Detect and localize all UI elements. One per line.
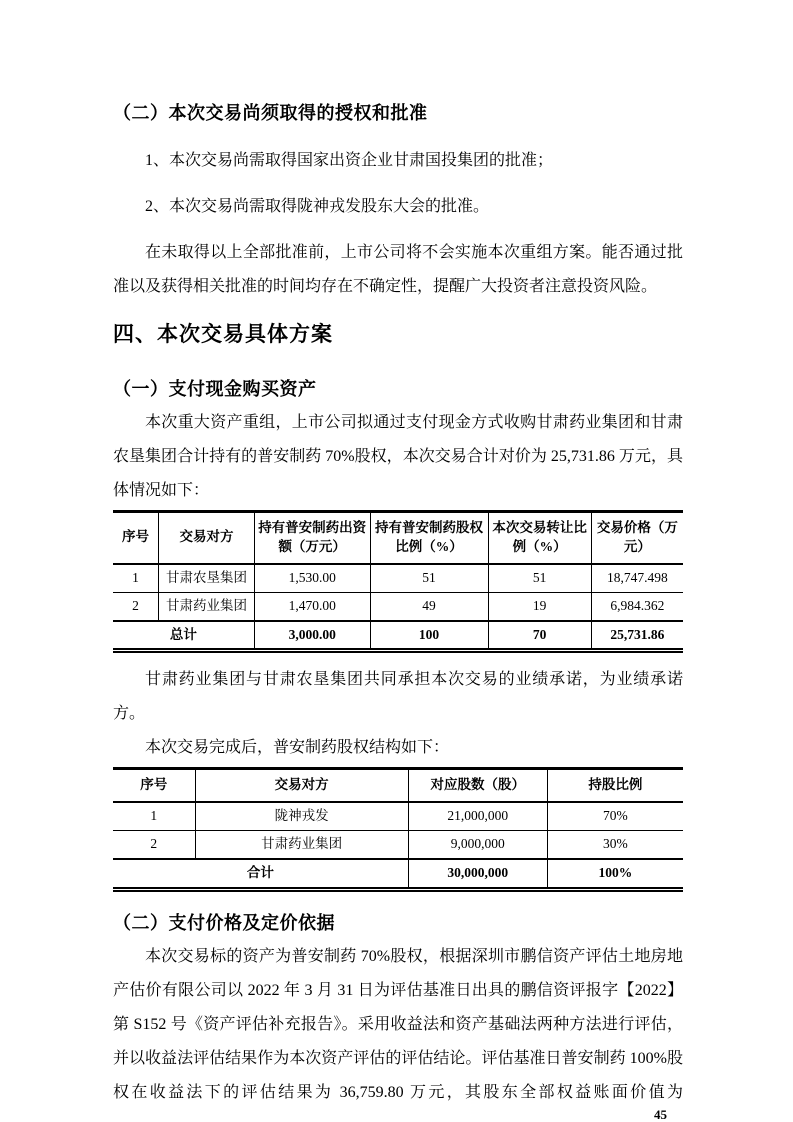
table-row [113, 802, 683, 830]
counterparty-price-table [113, 510, 683, 653]
cell-index: 1 [113, 564, 159, 592]
cell-total-ratio: 100% [547, 859, 683, 889]
cell-ratio: 30% [547, 831, 683, 859]
paragraph-post-structure: 本次交易完成后，普安制药股权结构如下： [145, 739, 450, 757]
column-header: 持股比例 [547, 769, 683, 802]
table-header-row [113, 769, 683, 802]
cell-price: 18,747.498 [591, 564, 683, 592]
cell-shareholder: 陇神戎发 [195, 802, 408, 830]
cell-equity-pct: 49 [370, 592, 488, 620]
cell-shareholder: 甘肃药业集团 [195, 831, 408, 859]
cell-index: 1 [113, 802, 195, 830]
heading-cash-purchase: （一）支付现金购买资产 [113, 379, 317, 399]
heading-transaction-plan: 四、本次交易具体方案 [113, 323, 333, 346]
auth-list-item-1: 1、本次交易尚需取得国家出资企业甘肃国投集团的批准； [145, 152, 554, 169]
column-header: 交易对方 [195, 769, 408, 802]
cell-total-capital: 3,000.00 [254, 621, 370, 651]
table-row [113, 831, 683, 859]
column-header: 交易价格（万元） [591, 512, 683, 564]
cell-transfer-pct: 19 [488, 592, 591, 620]
page-number: 45 [654, 1107, 667, 1122]
paragraph-valuation: 本次交易标的资产为普安制药 70%股权，根据深圳市鹏信资产评估土地房地产估价有限公司以 2022 年 3 月 31 日为评估基准日出具的鹏信资评报字【2022】第 S152 号《资产评估补充报告》。采用收益法和资产基础法两种方法进行评估，并以收益法评估结果作为本次资产评估的评估结论。评估基准日普安制药 100%股权在收益法下的评估结果为 36,759.80 万元，其股东全部权益账面价值为 [113, 948, 683, 1102]
column-header: 本次交易转让比例（%） [488, 512, 591, 564]
cell-total-transfer-pct: 70 [488, 621, 591, 651]
paragraph-performance-commitment: 甘肃药业集团与甘肃农垦集团共同承担本次交易的业绩承诺，为业绩承诺方。 [113, 671, 683, 723]
cell-total-shares: 30,000,000 [408, 859, 547, 889]
cell-counterparty: 甘肃农垦集团 [159, 564, 255, 592]
paragraph-transaction-summary: 本次重大资产重组，上市公司拟通过支付现金方式收购甘肃药业集团和甘肃农垦集团合计持有的普安制药 70%股权，本次交易合计对价为 25,731.86 万元，具体情况如下： [113, 414, 683, 499]
auth-list-item-2: 2、本次交易尚需取得陇神戎发股东大会的批准。 [145, 198, 490, 215]
table-total-row [113, 859, 683, 889]
cell-capital: 1,470.00 [254, 592, 370, 620]
paragraph-approval-risk: 在未取得以上全部批准前，上市公司将不会实施本次重组方案。能否通过批准以及获得相关批准的时间均存在不确定性，提醒广大投资者注意投资风险。 [113, 244, 683, 295]
column-header: 持有普安制药股权比例（%） [370, 512, 488, 564]
cell-shares: 21,000,000 [408, 802, 547, 830]
cell-index: 2 [132, 597, 139, 613]
cell-price: 6,984.362 [591, 592, 683, 620]
column-header: 序号 [113, 769, 195, 802]
table-header-row [113, 512, 683, 564]
shareholding-structure-table [113, 767, 683, 892]
cell-counterparty: 甘肃药业集团 [159, 592, 255, 620]
cell-total-label: 合计 [113, 859, 408, 889]
column-header: 交易对方 [159, 512, 255, 564]
table-row [113, 564, 683, 592]
heading-authorizations: （二）本次交易尚须取得的授权和批准 [113, 103, 428, 123]
cell-index: 2 [150, 836, 158, 852]
cell-shares: 9,000,000 [408, 831, 547, 859]
cell-total-equity-pct: 100 [370, 621, 488, 651]
heading-price-basis: （二）支付价格及定价依据 [113, 913, 335, 934]
column-header: 持有普安制药出资额（万元） [254, 512, 370, 564]
cell-transfer-pct: 51 [488, 564, 591, 592]
column-header: 对应股数（股） [408, 769, 547, 802]
cell-total-label: 总计 [113, 621, 254, 651]
cell-equity-pct: 51 [370, 564, 488, 592]
table-total-row [113, 621, 683, 651]
column-header: 序号 [113, 512, 159, 564]
table-row [113, 592, 683, 620]
cell-total-price: 25,731.86 [591, 621, 683, 651]
cell-ratio: 70% [547, 802, 683, 830]
cell-capital: 1,530.00 [254, 564, 370, 592]
